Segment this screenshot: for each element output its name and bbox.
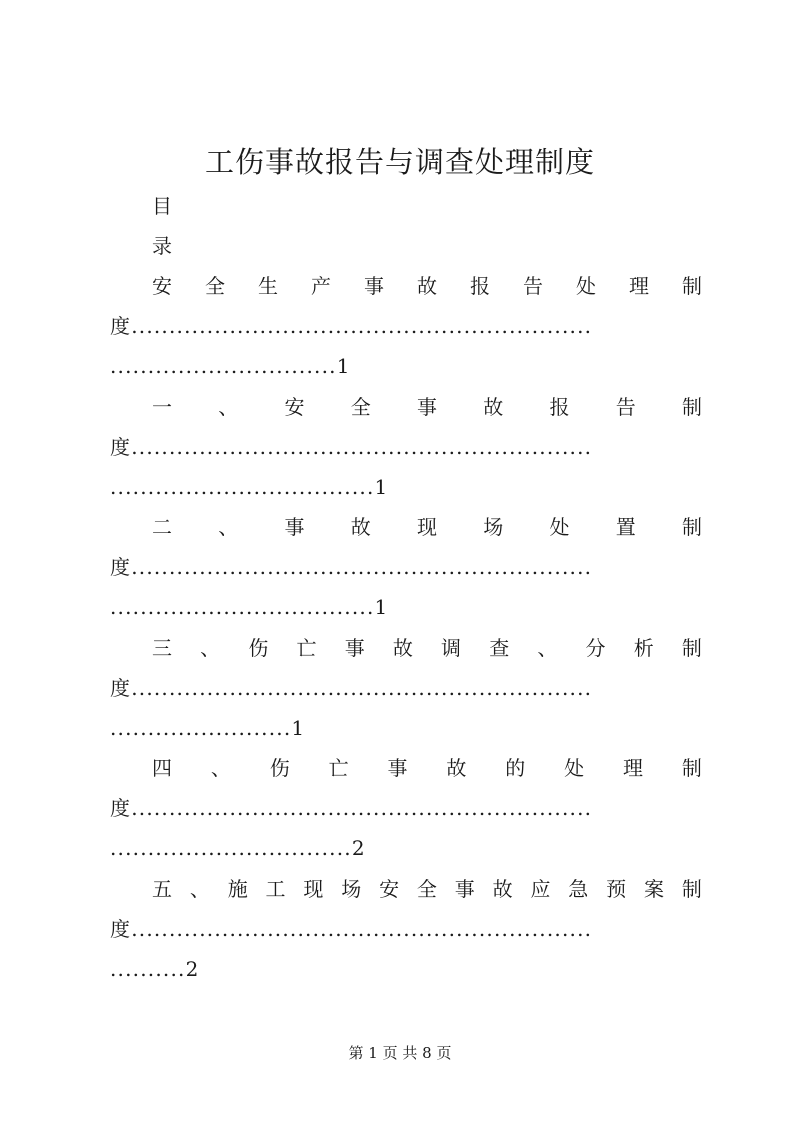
- toc-entry-title: [152, 754, 702, 782]
- toc-entry-leader-line-2-page: ...................................1: [110, 595, 389, 620]
- toc-entry-char: 理: [623, 756, 643, 781]
- toc-entry-char: 四: [152, 756, 172, 781]
- toc-heading-char-1: 目: [152, 194, 172, 218]
- toc-entry-char: 告: [615, 394, 636, 419]
- toc-entry-char: 急: [568, 877, 589, 901]
- toc-entry-char: 全: [205, 274, 225, 298]
- toc-entry-char: 施: [227, 877, 248, 901]
- toc-entry-char: 故: [492, 877, 513, 901]
- toc-entry-char: 全: [416, 877, 437, 901]
- toc-entry-char: 事: [344, 635, 365, 660]
- toc-entry-char: 、: [218, 394, 239, 419]
- toc-entry-char: 、: [200, 635, 221, 660]
- toc-entry-title: [152, 393, 702, 421]
- toc-entry-leader-line-2-page: ........................1: [110, 715, 306, 740]
- toc-entry-char: 预: [606, 877, 627, 901]
- toc-entry-char: 全: [350, 394, 371, 419]
- toc-entry-char: 告: [523, 274, 543, 298]
- toc-entry-char: 制: [682, 394, 702, 419]
- toc-entry-char: 制: [682, 515, 702, 540]
- toc-entry-char: 报: [549, 394, 570, 419]
- toc-entry-char: 、: [218, 515, 239, 540]
- toc-entry-char: 场: [483, 515, 504, 540]
- toc-entry-char: 理: [629, 274, 649, 298]
- toc-entry-leader-line-1: 度.............................................................: [110, 917, 593, 941]
- toc-entry-char: 三: [152, 635, 172, 660]
- toc-entry-char: 故: [350, 515, 371, 540]
- toc-entry-char: 事: [387, 756, 408, 781]
- toc-entry-char: 处: [549, 515, 570, 540]
- toc-entry-char: 应: [530, 877, 551, 901]
- toc-entry-char: 现: [303, 877, 324, 901]
- toc-entry-title: [152, 634, 702, 662]
- toc-entry-char: 处: [576, 274, 596, 298]
- toc-entry-char: 安: [379, 877, 400, 901]
- toc-entry-char: 现: [417, 515, 437, 540]
- page-footer: 第 1 页 共 8 页: [348, 1044, 452, 1062]
- toc-entry-char: 制: [681, 877, 702, 901]
- toc-entry-leader-line-2-page: ..........2: [110, 957, 200, 981]
- toc-entry-char: 亡: [296, 635, 317, 660]
- toc-entry-char: 产: [311, 274, 331, 298]
- toc-entry-char: 、: [210, 756, 231, 781]
- toc-entry-char: 伤: [269, 756, 290, 781]
- toc-entry-title: [152, 272, 702, 300]
- toc-entry-char: 制: [682, 274, 702, 298]
- toc-entry-char: 事: [284, 515, 305, 540]
- toc-entry-char: 、: [189, 877, 210, 901]
- toc-entry-leader-line-1: 度.............................................................: [110, 675, 593, 700]
- toc-entry-char: 调: [441, 635, 462, 660]
- toc-entry-char: 分: [585, 635, 606, 660]
- toc-entry-char: 、: [537, 635, 558, 660]
- toc-entry-char: 故: [417, 274, 437, 298]
- toc-heading-char-2: 录: [152, 234, 172, 258]
- toc-entry-char: 二: [152, 515, 172, 540]
- toc-entry-char: 故: [392, 635, 413, 660]
- document-title: 工伤事故报告与调查处理制度: [204, 145, 595, 179]
- toc-entry-char: 伤: [248, 635, 269, 660]
- toc-entry-char: 事: [364, 274, 384, 298]
- toc-entry-char: 的: [505, 756, 526, 781]
- toc-entry-char: 制: [681, 756, 702, 781]
- toc-entry-leader-line-2-page: ..............................1: [110, 354, 351, 378]
- toc-entry-leader-line-1: 度.............................................................: [110, 434, 593, 459]
- toc-entry-char: 一: [152, 394, 172, 419]
- toc-entry-char: 安: [284, 394, 305, 419]
- toc-entry-char: 安: [152, 274, 172, 298]
- toc-entry-char: 处: [564, 756, 585, 781]
- toc-entry-char: 场: [341, 877, 362, 901]
- toc-entry-char: 亡: [328, 756, 349, 781]
- toc-entry-char: 查: [489, 635, 510, 660]
- toc-entry-char: 事: [454, 877, 475, 901]
- toc-entry-char: 生: [258, 274, 278, 298]
- toc-entry-char: 工: [265, 877, 286, 901]
- toc-entry-char: 报: [470, 274, 490, 298]
- toc-entry-leader-line-1: 度.............................................................: [110, 796, 593, 821]
- toc-entry-char: 五: [152, 877, 172, 901]
- toc-entry-title: [152, 513, 702, 541]
- toc-entry-char: 故: [446, 756, 467, 781]
- toc-entry-leader-line-1: 度.............................................................: [110, 314, 593, 338]
- toc-entry-leader-line-2-page: ................................2: [110, 836, 366, 861]
- toc-entry-char: 析: [633, 635, 654, 660]
- toc-entry-char: 事: [417, 394, 437, 419]
- toc-entry-char: 置: [615, 515, 636, 540]
- toc-entry-leader-line-1: 度.............................................................: [110, 555, 593, 580]
- toc-entry-char: 故: [483, 394, 504, 419]
- toc-entry-leader-line-2-page: ...................................1: [110, 474, 389, 499]
- toc-entry-title: [152, 875, 702, 903]
- toc-entry-char: 制: [681, 635, 702, 660]
- toc-entry-char: 案: [643, 877, 664, 901]
